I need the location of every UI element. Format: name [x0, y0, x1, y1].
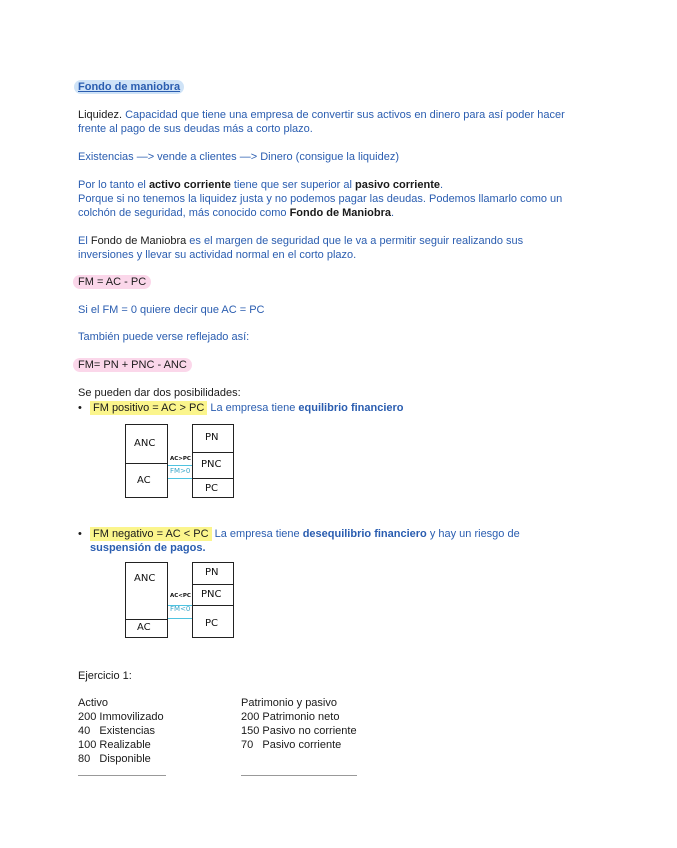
text-dark: Fondo de Maniobra	[90, 235, 187, 247]
paragraph-posibilidades: Se pueden dar dos posibilidades:	[78, 387, 241, 399]
divider	[125, 619, 168, 620]
term-liquidez: Liquidez.	[78, 109, 123, 121]
comparison-label: AC<PC	[170, 593, 191, 599]
asset-column	[125, 424, 168, 498]
label-pnc: PNC	[201, 589, 222, 600]
bullet: •	[78, 402, 82, 414]
divider	[192, 478, 234, 479]
paragraph-reflejado: También puede verse reflejado así:	[78, 331, 250, 343]
activo-sum-line	[78, 775, 166, 776]
text-bold: Fondo de Maniobra	[289, 207, 392, 219]
activo-row: 200 Immovilizado	[78, 711, 164, 723]
formula-text: FM = AC - PC	[73, 275, 151, 289]
divider	[192, 452, 234, 453]
activo-header: Activo	[78, 697, 108, 709]
formula-text: FM= PN + PNC - ANC	[73, 358, 192, 372]
case-negative-line2: suspensión de pagos.	[90, 542, 206, 554]
exercise-title: Ejercicio 1:	[78, 670, 132, 682]
paragraph-activo-line3	[78, 206, 394, 220]
label-pn: PN	[205, 432, 219, 443]
text: colchón de seguridad, más conocido como	[78, 207, 290, 219]
divider	[192, 605, 234, 606]
page-title: Fondo de maniobra	[74, 80, 184, 94]
text-bold: equilibrio financiero	[298, 402, 404, 414]
highlight: FM negativo = AC < PC	[90, 527, 212, 541]
exercise-pasivo	[241, 696, 357, 752]
text: y hay un riesgo de	[426, 528, 520, 540]
pasivo-sum-line	[241, 775, 357, 776]
formula-fm	[78, 275, 151, 289]
fm-line	[168, 478, 192, 479]
comparison-label: AC>PC	[170, 456, 191, 462]
text-bold: activo corriente	[148, 179, 231, 191]
case-positive	[78, 401, 404, 415]
paragraph-activo-line2: Porque si no tenemos la liquidez justa y no podemos pagar las deudas. Podemos llamarlo como un	[78, 193, 563, 205]
label-pnc: PNC	[201, 459, 222, 470]
bullet: •	[78, 528, 82, 540]
paragraph-liquidez-line2: frente al pago de sus deudas más a corto plazo.	[78, 123, 313, 135]
text: La empresa tiene	[207, 402, 299, 414]
text: .	[391, 207, 395, 219]
label-pc: PC	[205, 618, 219, 629]
text: El	[78, 235, 91, 247]
text-bold: desequilibrio financiero	[302, 528, 427, 540]
label-ac: AC	[137, 475, 151, 486]
fm-line	[168, 605, 192, 606]
label-pn: PN	[205, 567, 219, 578]
divider	[192, 584, 234, 585]
fm-line	[168, 618, 192, 619]
text: La empresa tiene	[211, 528, 303, 540]
label-anc: ANC	[134, 573, 156, 584]
text: .	[439, 179, 444, 191]
exercise-activo	[78, 696, 164, 766]
label-pc: PC	[205, 483, 219, 494]
fm-label: FM>0	[170, 467, 191, 475]
pasivo-row: 70 Pasivo corriente	[241, 739, 342, 751]
highlight: FM positivo = AC > PC	[90, 401, 207, 415]
paragraph-fondo-line2: inversiones y llevar su actividad normal en el corto plazo.	[78, 249, 357, 261]
divider	[125, 463, 168, 464]
fm-line	[168, 465, 192, 466]
text-bold: pasivo corriente	[355, 179, 440, 191]
activo-row: 40 Existencias	[78, 725, 156, 737]
paragraph-fondo	[78, 234, 523, 248]
paragraph-activo	[78, 178, 443, 192]
case-negative	[78, 527, 520, 541]
pasivo-header: Patrimonio y pasivo	[241, 697, 337, 709]
activo-row: 100 Realizable	[78, 739, 151, 751]
text: es el margen de seguridad que le va a permitir seguir realizando sus	[186, 235, 524, 247]
pasivo-row: 200 Patrimonio neto	[241, 711, 340, 723]
balance-diagram-negative	[125, 562, 235, 640]
formula-fm-2	[78, 358, 192, 372]
paragraph-existencias: Existencias —> vende a clientes —> Dinero (consigue la liquidez)	[78, 151, 399, 163]
label-anc: ANC	[134, 438, 156, 449]
text: tiene que ser superior al	[230, 179, 355, 191]
activo-row: 80 Disponible	[78, 753, 151, 765]
paragraph-fm-zero: Si el FM = 0 quiere decir que AC = PC	[78, 304, 265, 316]
text: Por lo tanto el	[78, 179, 149, 191]
text: Capacidad que tiene una empresa de convertir sus activos en dinero para así poder hacer	[122, 109, 565, 121]
pasivo-row: 150 Pasivo no corriente	[241, 725, 357, 737]
paragraph-liquidez	[78, 108, 565, 122]
fm-label: FM<0	[170, 605, 191, 613]
balance-diagram-positive	[125, 424, 235, 500]
heading	[78, 80, 184, 94]
label-ac: AC	[137, 622, 151, 633]
